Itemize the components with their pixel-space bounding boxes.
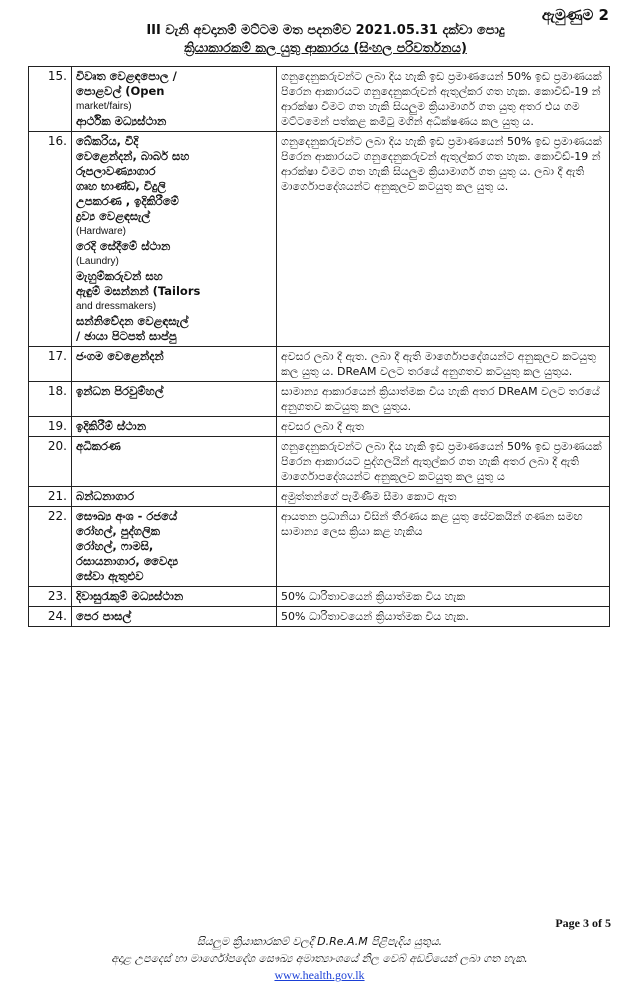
place-line: ආර්ථික මධ්‍යස්ථාන (76, 114, 167, 128)
place-line: and dressmakers) (76, 301, 157, 312)
place-line: සන්නිවේදන වෙළඳසැල් (76, 314, 189, 328)
row-number: 21. (29, 487, 72, 507)
footer (0, 933, 639, 984)
place-line: ද්‍රව්‍ය වෙළඳසැල් (76, 209, 151, 223)
activities-table (28, 66, 610, 627)
rule-cell: ආයතන ප්‍රධානියා විසින් තීරණය කළ යුතු සේවකයින් ගණන සමඟ සාමාන්‍ය ලෙස ක්‍රියා කළ හැකිය (277, 507, 610, 587)
place-line: / ඡායා පිටපත් සාප්පු (76, 329, 177, 343)
footer-note-1: සියලුම ක්‍රියාකාරකම් වලදී D.Re.A.M පිළිපැදිය යුතුය. (196, 935, 443, 948)
place-line: ඉන්ධන පිරවුම්හල් (76, 384, 164, 398)
table-row (29, 507, 610, 587)
annex-label: ඇමුණුම 2 (541, 6, 609, 24)
place-line: බේකරිය, වීදි (76, 134, 139, 148)
place-line: වෙළෙන්දන්, බාබර් සහ (76, 149, 190, 163)
place-line: විවෘත වෙළඳපොල / (76, 69, 177, 83)
place-cell (72, 507, 277, 587)
table-row (29, 382, 610, 417)
place-line: පොළවල් (Open (76, 84, 165, 98)
place-line: පෙර පාසල් (76, 609, 132, 623)
row-number: 23. (29, 587, 72, 607)
place-line: (Laundry) (76, 256, 119, 267)
rule-cell: ගනුදෙනුකරුවන්ට ලබා දිය හැකි ඉඩ ප්‍රමාණයෙන් 50% ඉඩ ප්‍රමාණයක් පිරෙන ආකාරයට ගනුදෙනුකරුවන් ඇතුල්කර ගත හැක. කොවිඩ්-19 න් ආරක්ෂා වීමට ගත හැකි සියලුම ක්‍රියාමාර්ග ගත යුතු අතර එය ගම මට්ටමෙන් පත්කළ කමිටු මගින් අධීක්ෂණය කල යුතු ය. (277, 67, 610, 132)
place-cell (72, 587, 277, 607)
table-row (29, 347, 610, 382)
table-row (29, 437, 610, 487)
table-row (29, 587, 610, 607)
page-title (42, 22, 609, 58)
table-row (29, 417, 610, 437)
place-line: රෙදි සේදීමේ ස්ථාන (76, 239, 171, 253)
rule-cell: ගනුදෙනුකරුවන්ට ලබා දිය හැකි ඉඩ ප්‍රමාණයෙන් 50% ඉඩ ප්‍රමාණයක් පිරෙන ආකාරයට පුද්ගලයින් ඇතුල්කර ගත හැකි අතර ලබා දී ඇති මාර්ගොපදේශයන්ට අනුකූලව කටයුතු කල යුතු ය (277, 437, 610, 487)
place-line: උපකරණ , ඉදිකිරීමේ (76, 194, 179, 208)
table-body (29, 67, 610, 627)
place-cell (72, 67, 277, 132)
place-cell (72, 607, 277, 627)
title-line-1: III වැනි අවදානම් මට්ටම මත පදනම්ව 2021.05.31 දක්වා පොදු (146, 23, 505, 38)
place-cell (72, 417, 277, 437)
place-line: market/fairs) (76, 101, 132, 112)
rule-cell: සාමාන්‍ය ආකාරයෙන් ක්‍රියාත්මක විය හැකි අතර DReAM වලට තරයේ අනුගතව කටයුතු කල යුතුය. (277, 382, 610, 417)
rule-cell: 50% ධාරිතාවයෙන් ක්‍රියාත්මක විය හැක (277, 587, 610, 607)
row-number: 16. (29, 132, 72, 347)
place-cell (72, 347, 277, 382)
website-link[interactable]: www.health.gov.lk (274, 968, 365, 982)
place-cell (72, 132, 277, 347)
row-number: 15. (29, 67, 72, 132)
place-line: ජංගම වෙළෙන්දන් (76, 349, 164, 363)
rule-cell: 50% ධාරිතාවයෙන් ක්‍රියාත්මක විය හැක. (277, 607, 610, 627)
row-number: 22. (29, 507, 72, 587)
row-number: 24. (29, 607, 72, 627)
footer-note-2: අදාළ උපදෙස් හා මාර්ගෝපදේශ සෞඛ්‍ය අමාත්‍යාංශයේ නිල වෙබ් අඩවියෙන් ලබා ගත හැක. (111, 952, 528, 965)
row-number: 19. (29, 417, 72, 437)
page-number: Page 3 of 5 (555, 916, 611, 930)
place-line: සේවා ඇතුළුව (76, 569, 144, 583)
place-line: අධිකරණ (76, 439, 121, 453)
row-number: 18. (29, 382, 72, 417)
table-row (29, 487, 610, 507)
place-cell (72, 437, 277, 487)
place-line: ගෘහ භාණ්ඩ, විදුලි (76, 179, 166, 193)
place-line: රෝහල්, ෆාමසි, (76, 539, 154, 553)
rule-cell: අවසර ලබා දී ඇත (277, 417, 610, 437)
rule-cell: අවසර ලබා දී ඇත. ලබා දී ඇති මාර්ගොපදේශයන්ට අනුකූලව කටයුතු කල යුතු ය. DReAM වලට තරයේ අනුගතව කටයුතු කල යුතුය. (277, 347, 610, 382)
place-line: රූපලාවණ්‍යාගාර (76, 164, 156, 178)
rule-cell: ගනුදෙනුකරුවන්ට ලබා දිය හැකි ඉඩ ප්‍රමාණයෙන් 50% ඉඩ ප්‍රමාණයක් පිරෙන ආකාරයට ගනුදෙනුකරුවන් ඇතුල්කර ගත හැක. කොවිඩ්-19 න් ආරක්ෂා වීමට ගත හැකි සියලුම ක්‍රියාමාර්ග ගත යුතු ය. ලබා දී ඇති මාර්ගොපදේශයන්ට අනුකූලව කටයුතු කල යුතු ය. (277, 132, 610, 347)
rule-cell: අමුත්තන්ගේ පැමිණීම සීමා කොට ඇත (277, 487, 610, 507)
place-line: ඇඳුම් මසන්නන් (Tailors (76, 284, 201, 298)
table-row (29, 67, 610, 132)
place-cell (72, 382, 277, 417)
place-line: රසායනාගාර, වෛද්‍ය (76, 554, 179, 568)
table-row (29, 132, 610, 347)
place-line: රෝහල්, පුද්ගලික (76, 524, 160, 538)
place-line: සෞඛ්‍ය අංශ - රජයේ (76, 509, 178, 523)
place-cell (72, 487, 277, 507)
place-line: බන්ධනාගාර (76, 489, 135, 503)
row-number: 20. (29, 437, 72, 487)
place-line: ඉදිකිරීම් ස්ථාන (76, 419, 147, 433)
place-line: (Hardware) (76, 226, 127, 237)
place-line: මැහුම්කරුවන් සහ (76, 269, 163, 283)
row-number: 17. (29, 347, 72, 382)
place-line: දිවාසුරැකුම් මධ්‍යස්ථාන (76, 589, 184, 603)
table-row (29, 607, 610, 627)
title-line-2: ක්‍රියාකාරකම් කල යුතු ආකාරය (සිංහල පරිවර්තනය) (184, 41, 467, 56)
